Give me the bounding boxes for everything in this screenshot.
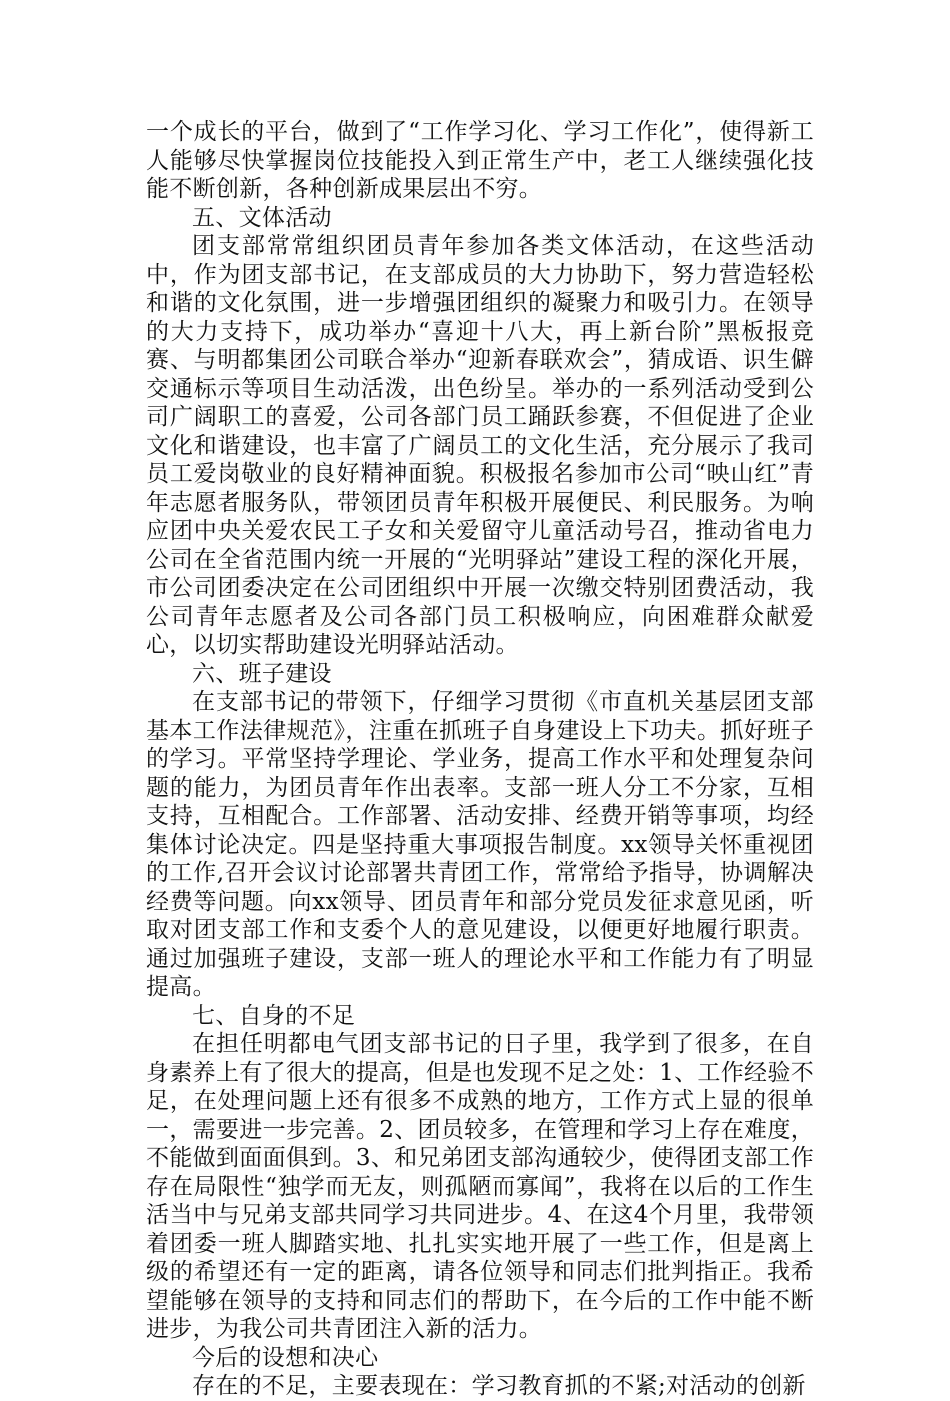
paragraph-future-plans: 存在的不足，主要表现在：学习教育抓的不紧;对活动的创新 (192, 1373, 806, 1399)
paragraph-shortcomings: 在担任明都电气团支部书记的日子里，我学到了很多，在自身素养上有了很大的提高，但是也发现不足之处：1、工作经验不足，在处理问题上还有很多不成熟的地方，工作方式上显的很单一，需要进一步完善。2、团员较多，在管理和学习上存在难度，不能做到面面俱到。3、和兄弟团支部沟通较少，使得团支部工作存在局限性“独学而无友，则孤陋而寡闻”，我将在以后的工作生活当中与兄弟支部共同学习共同进步。4、在这4个月里，我带领着团委一班人脚踏实地、扎扎实实地开展了一些工作，但是离上级的希望还有一定的距离，请各位领导和同志们批判指正。我希望能够在领导的支持和同志们的帮助下，在今后的工作中能不断进步，为我公司共青团注入新的活力。 (146, 1031, 814, 1342)
paragraph-sports-activities: 团支部常常组织团员青年参加各类文体活动，在这些活动中，作为团支部书记，在支部成员的大力协助下，努力营造轻松和谐的文化氛围，进一步增强团组织的凝聚力和吸引力。在领导的大力支持下，成功举办“喜迎十八大，再上新台阶”黑板报竞赛、与明都集团公司联合举办“迎新春联欢会”，猜成语、识生僻交通标示等项目生动活泼，出色纷呈。举办的一系列活动受到公司广阔职工的喜爱，公司各部门员工踊跃参赛，不但促进了企业文化和谐建设，也丰富了广阔员工的文化生活，充分展示了我司员工爱岗敬业的良好精神面貌。积极报名参加市公司“映山红”青年志愿者服务队，带领团员青年积极开展便民、利民服务。为响应团中央关爱农民工子女和关爱留守儿童活动号召，推动省电力公司在全省范围内统一开展的“光明驿站”建设工程的深化开展，市公司团委决定在公司团组织中开展一次缴交特别团费活动，我公司青年志愿者及公司各部门员工积极响应，向困难群众献爱心，以切实帮助建设光明驿站活动。 (146, 233, 814, 658)
section-heading-future-plans: 今后的设想和决心 (192, 1344, 379, 1371)
section-heading-sports-activities: 五、文体活动 (192, 204, 332, 231)
document-body (146, 118, 814, 1401)
section-heading-team-building: 六、班子建设 (192, 660, 332, 687)
paragraph-continuation: 一个成长的平台，做到了“工作学习化、学习工作化”，使得新工人能够尽快掌握岗位技能投入到正常生产中，老工人继续强化技能不断创新，各种创新成果层出不穷。 (146, 119, 814, 202)
section-heading-shortcomings: 七、自身的不足 (192, 1002, 356, 1029)
paragraph-team-building: 在支部书记的带领下，仔细学习贯彻《市直机关基层团支部基本工作法律规范》，注重在抓班子自身建设上下功夫。抓好班子的学习。平常坚持学理论、学业务，提高工作水平和处理复杂问题的能力，为团员青年作出表率。支部一班人分工不分家，互相支持，互相配合。工作部署、活动安排、经费开销等事项，均经集体讨论决定。四是坚持重大事项报告制度。xx领导关怀重视团的工作,召开会议讨论部署共青团工作，常常给予指导，协调解决经费等问题。向xx领导、团员青年和部分党员发征求意见函，听取对团支部工作和支委个人的意见建设，以便更好地履行职责。通过加强班子建设，支部一班人的理论水平和工作能力有了明显提高。 (146, 689, 814, 1000)
